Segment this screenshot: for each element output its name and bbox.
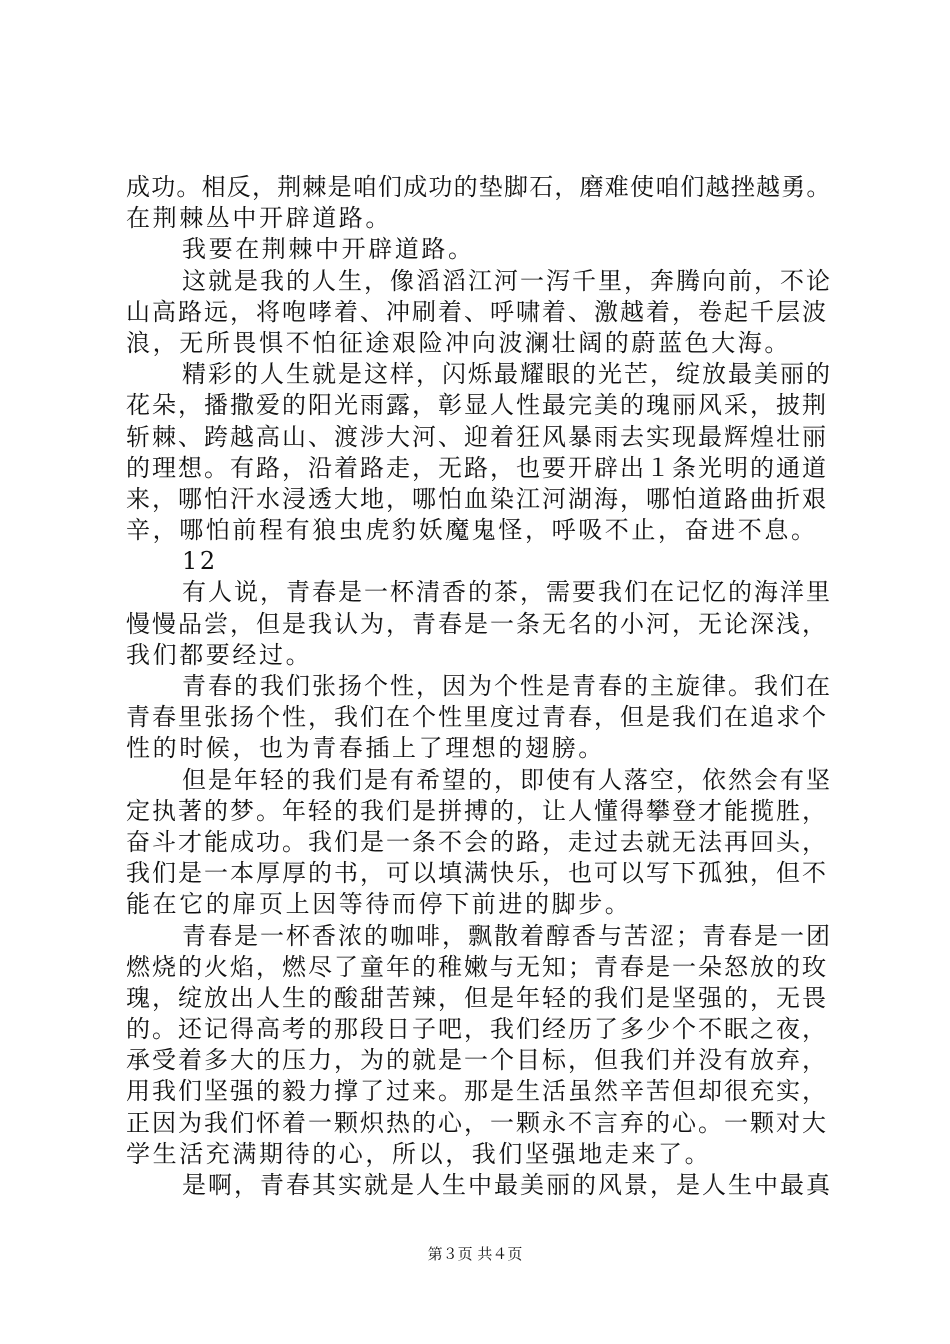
text-line: 12 [182,547,218,576]
text-line: 精彩的人生就是这样，闪烁最耀眼的光芒，绽放最美丽的 [182,360,832,389]
text-line: 奋斗才能成功。我们是一条不会的路，走过去就无法再回头， [126,827,828,856]
text-line: 承受着多大的压力，为的就是一个目标，但我们并没有放弃， [126,1046,828,1075]
page-footer: 第３页 共４页 [427,1245,523,1263]
text-line: 燃烧的火焰，燃尽了童年的稚嫩与无知；青春是一朵怒放的玫 [126,952,828,981]
text-line: 慢慢品尝，但是我认为，青春是一条无名的小河，无论深浅， [126,609,828,638]
text-line: 瑰，绽放出人生的酸甜苦辣，但是年轻的我们是坚强的，无畏 [126,983,828,1012]
text-line: 辛，哪怕前程有狼虫虎豹妖魔鬼怪，呼吸不止，奋进不息。 [126,516,818,545]
text-line: 我们都要经过。 [126,640,313,669]
text-line: 我要在荆棘中开辟道路。 [182,235,475,264]
text-line: 青春里张扬个性，我们在个性里度过青春，但是我们在追求个 [126,703,828,732]
text-line: 成功。相反，荆棘是咱们成功的垫脚石，磨难使咱们越挫越勇。 [126,173,832,201]
text-line: 是啊，青春其实就是人生中最美丽的风景，是人生中最真 [182,1171,832,1199]
text-line: 能在它的扉页上因等待而停下前进的脚步。 [126,890,632,919]
text-line: 斩棘、跨越高山、渡涉大河、迎着狂风暴雨去实现最辉煌壮丽 [126,422,828,451]
text-line: 学生活充满期待的心，所以，我们坚强地走来了。 [126,1139,712,1168]
text-line: 花朵，播撒爱的阳光雨露，彰显人性最完美的瑰丽风采，披荆 [126,391,828,420]
text-line: 的。还记得高考的那段日子吧，我们经历了多少个不眠之夜， [126,1015,828,1044]
text-line: 在荆棘丛中开辟道路。 [126,204,392,233]
text-line: 有人说，青春是一杯清香的茶，需要我们在记忆的海洋里 [182,578,832,607]
text-line: 我们是一本厚厚的书，可以填满快乐，也可以写下孤独，但不 [126,859,828,888]
text-line: 浪，无所畏惧不怕征途艰险冲向波澜壮阔的蔚蓝色大海。 [126,328,791,357]
document-body [126,172,832,1201]
text-line: 青春的我们张扬个性，因为个性是青春的主旋律。我们在 [182,672,832,700]
text-line: 来，哪怕汗水浸透大地，哪怕血染江河湖海，哪怕道路曲折艰 [126,484,828,513]
text-line: 定执著的梦。年轻的我们是拼搏的，让人懂得攀登才能揽胜， [126,796,828,825]
text-line: 正因为我们怀着一颗炽热的心，一颗永不言弃的心。一颗对大 [126,1108,828,1137]
text-line: 用我们坚强的毅力撑了过来。那是生活虽然辛苦但却很充实， [126,1077,828,1106]
text-line: 性的时候，也为青春插上了理想的翅膀。 [126,734,605,763]
text-line: 这就是我的人生，像滔滔江河一泻千里，奔腾向前，不论 [182,266,832,295]
text-line: 青春是一杯香浓的咖啡，飘散着醇香与苦涩；青春是一团 [182,921,832,950]
text-line: 但是年轻的我们是有希望的，即使有人落空，依然会有坚 [182,765,832,794]
text-line: 的理想。有路，沿着路走，无路，也要开辟出１条光明的通道 [126,453,828,482]
text-line: 山高路远，将咆哮着、冲刷着、呼啸着、激越着，卷起千层波 [126,297,828,326]
